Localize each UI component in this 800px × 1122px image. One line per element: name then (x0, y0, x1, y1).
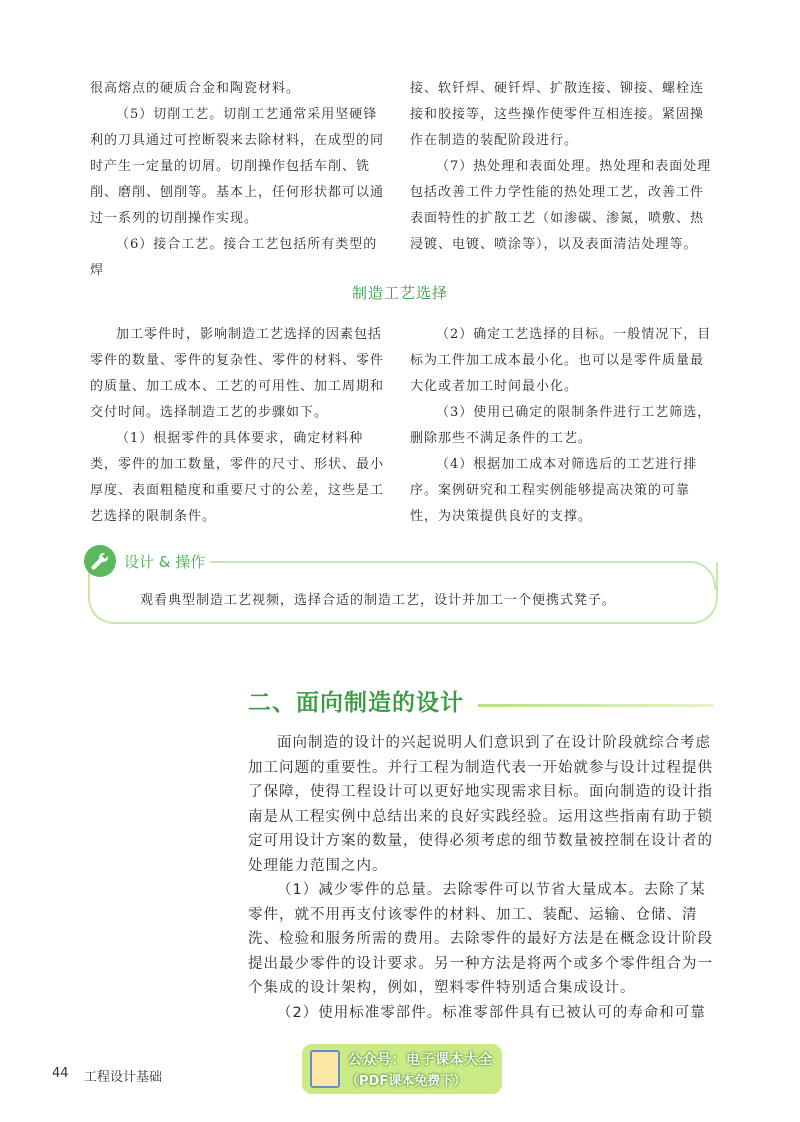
selection-right-column (410, 322, 715, 530)
paragraph: （5）切削工艺。切削工艺通常采用坚硬锋利的刀具通过可控断裂来去除材料，在成型的同时产生一定量的切屑。切削操作包括车削、铣削、磨削、刨削等。基本上，任何形状都可以通过一系列的切削操作实现。 (90, 107, 385, 226)
paragraph: （1）根据零件的具体要求，确定材料种类，零件的加工数量，零件的尺寸、形状、最小厚度、表面粗糙度和重要尺寸的公差，这些是工艺选择的限制条件。 (90, 431, 385, 524)
chapter-rule (478, 704, 714, 707)
paragraph: 接、软钎焊、硬钎焊、扩散连接、铆接、螺栓连接和胶接等，这些操作使零件互相连接。紧固操作在制造的装配阶段进行。 (410, 81, 705, 148)
paragraph: 面向制造的设计的兴起说明人们意识到了在设计阶段就综合考虑加工问题的重要性。并行工程为制造代表一开始就参与设计过程提供了保障，使得工程设计可以更好地实现需求目标。面向制造的设计指南是从工程实例中总结出来的良好实践经验。运用这些指南有助于锁定可用设计方案的数量，使得必须考虑的细节数量被控制在设计者的处理能力范围之内。 (248, 735, 713, 874)
section-title: 制造工艺选择 (351, 284, 448, 302)
paragraph: （2）确定工艺选择的目标。一般情况下，目标为工件加工成本最小化。也可以是零件质量最大化或者加工时间最小化。 (410, 327, 712, 394)
design-box-top-border (210, 561, 692, 563)
watermark-line1: 公众号：电子课本大全 (348, 1052, 493, 1068)
watermark-line2: （PDF课本免费下） (346, 1074, 467, 1089)
paragraph: 很高熔点的硬质合金和陶瓷材料。 (90, 81, 301, 96)
watermark-banner (302, 1044, 502, 1094)
wrench-icon (84, 545, 116, 577)
paragraph: （6）接合工艺。接合工艺包括所有类型的焊 (90, 237, 378, 278)
selection-left-column (90, 322, 390, 530)
chapter-title: 二、面向制造的设计 (248, 690, 464, 716)
paragraph: （3）使用已确定的限制条件进行工艺筛选，删除那些不满足条件的工艺。 (410, 405, 712, 446)
book-title: 工程设计基础 (84, 1070, 163, 1085)
paragraph: （1）减少零件的总量。去除零件可以节省大量成本。去除了某零件，就不用再支付该零件的材料、加工、装配、运输、仓储、清洗、检验和服务所需的费用。去除零件的最好方法是在概念设计阶段提出最少零件的设计要求。另一种方法是将两个或多个零件组合为一个集成的设计架构，例如，塑料零件特别适合集成设计。 (248, 882, 713, 996)
paragraph: （7）热处理和表面处理。热处理和表面处理包括改善工件力学性能的热处理工艺，改善工件表面特性的扩散工艺（如渗碳、渗氮，喷敷、热浸镀、电镀、喷涂等），以及表面清洁处理等。 (410, 159, 712, 252)
design-operation-text: 观看典型制造工艺视频，选择合适的制造工艺，设计并加工一个便携式凳子。 (140, 593, 617, 608)
paragraph: （4）根据加工成本对筛选后的工艺进行排序。案例研究和工程实例能够提高决策的可靠性，为决策提供良好的支撑。 (410, 457, 698, 524)
main-text (248, 731, 716, 1025)
paragraph: 加工零件时，影响制造工艺选择的因素包括零件的数量、零件的复杂性、零件的材料、零件的质量、加工成本、工艺的可用性、加工周期和交付时间。选择制造工艺的步骤如下。 (90, 327, 385, 420)
top-right-column (410, 76, 715, 258)
paragraph: （2）使用标准零部件。标准零部件具有已被认可的寿命和可靠 (277, 1004, 706, 1021)
page-number: 44 (52, 1066, 69, 1081)
design-operation-title: 设计 & 操作 (124, 553, 206, 571)
top-left-column (90, 76, 390, 284)
book-icon (310, 1050, 340, 1088)
